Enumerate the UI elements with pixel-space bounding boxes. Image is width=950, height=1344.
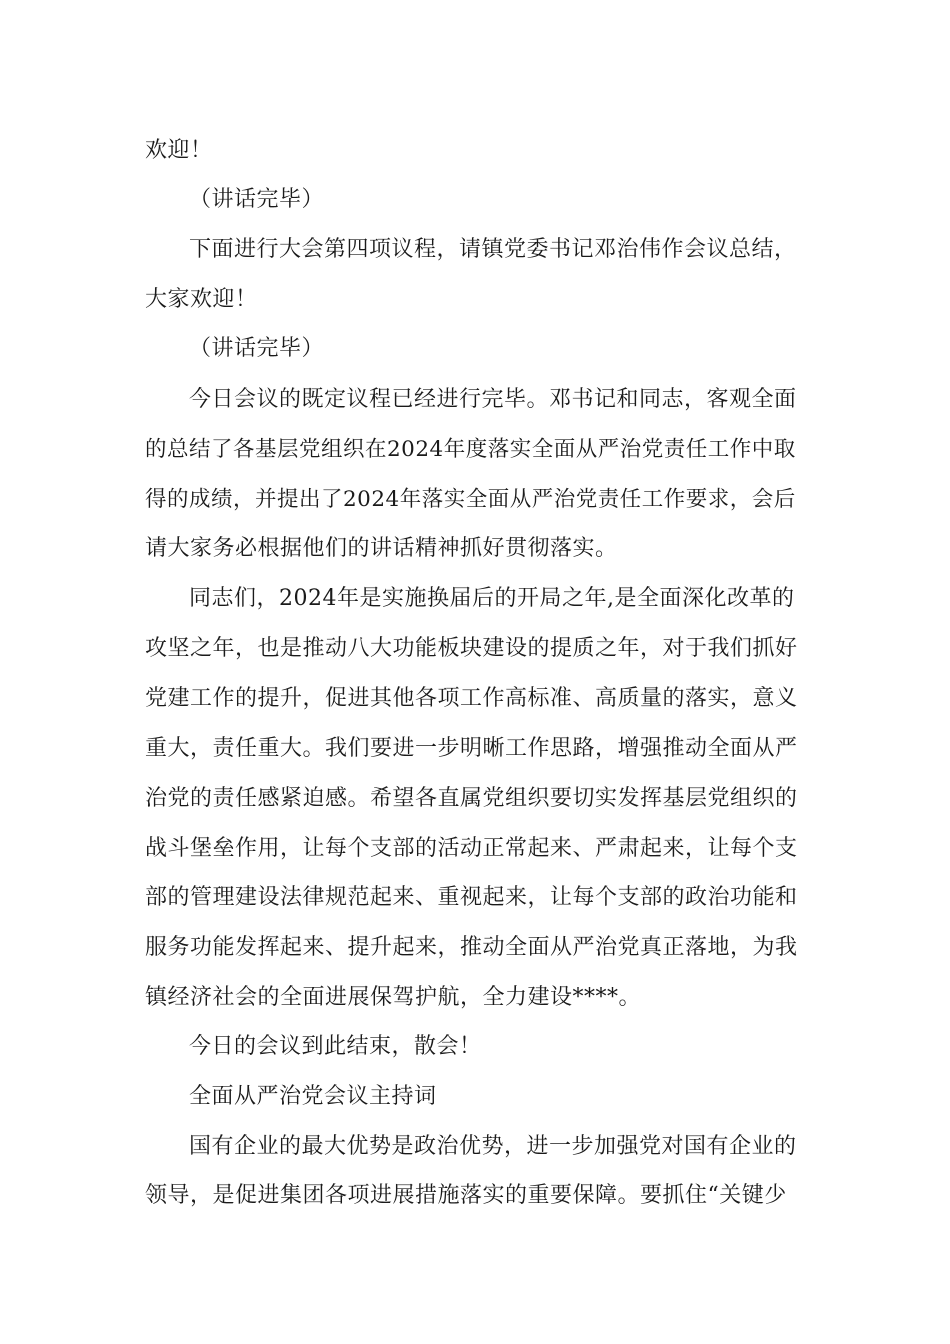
text-line: 战斗堡垒作用，让每个支部的活动正常起来、严肃起来，让每个支 [145, 836, 798, 861]
text-line: 全面从严治党会议主持词 [189, 1084, 437, 1109]
text-line: 下面进行大会第四项议程，请镇党委书记邓治伟作会议总结， [189, 237, 797, 262]
text-line: 服务功能发挥起来、提升起来，推动全面从严治党真正落地，为我 [145, 935, 798, 960]
text-line: （讲话完毕） [189, 187, 325, 212]
text-line: 的总结了各基层党组织在2024年度落实全面从严治党责任工作中取 [145, 437, 796, 462]
text-line: 重大，责任重大。我们要进一步明晰工作思路，增强推动全面从严 [145, 736, 798, 761]
text-line: 请大家务必根据他们的讲话精神抓好贯彻落实。 [145, 536, 618, 561]
text-line: 攻坚之年，也是推动八大功能板块建设的提质之年，对于我们抓好 [145, 636, 798, 661]
text-line: 治党的责任感紧迫感。希望各直属党组织要切实发挥基层党组织的 [145, 786, 798, 811]
text-line: 今日会议的既定议程已经进行完毕。邓书记和同志，客观全面 [189, 387, 797, 412]
text-line: 镇经济社会的全面进展保驾护航，全力建设****。 [145, 985, 642, 1010]
text-line: 领导，是促进集团各项进展措施落实的重要保障。要抓住“关键少 [145, 1183, 787, 1208]
text-line: 今日的会议到此结束，散会！ [189, 1034, 482, 1059]
text-line: 部的管理建设法律规范起来、重视起来，让每个支部的政治功能和 [145, 885, 798, 910]
text-line: 党建工作的提升，促进其他各项工作高标准、高质量的落实，意义 [145, 686, 798, 711]
text-line: 国有企业的最大优势是政治优势，进一步加强党对国有企业的 [189, 1134, 797, 1159]
text-line: （讲话完毕） [189, 336, 325, 361]
text-line: 同志们，2024年是实施换届后的开局之年,是全面深化改革的 [189, 586, 795, 611]
text-line: 大家欢迎！ [145, 287, 258, 312]
text-line: 得的成绩，并提出了2024年落实全面从严治党责任工作要求，会后 [145, 487, 796, 512]
text-line: 欢迎！ [145, 138, 213, 163]
